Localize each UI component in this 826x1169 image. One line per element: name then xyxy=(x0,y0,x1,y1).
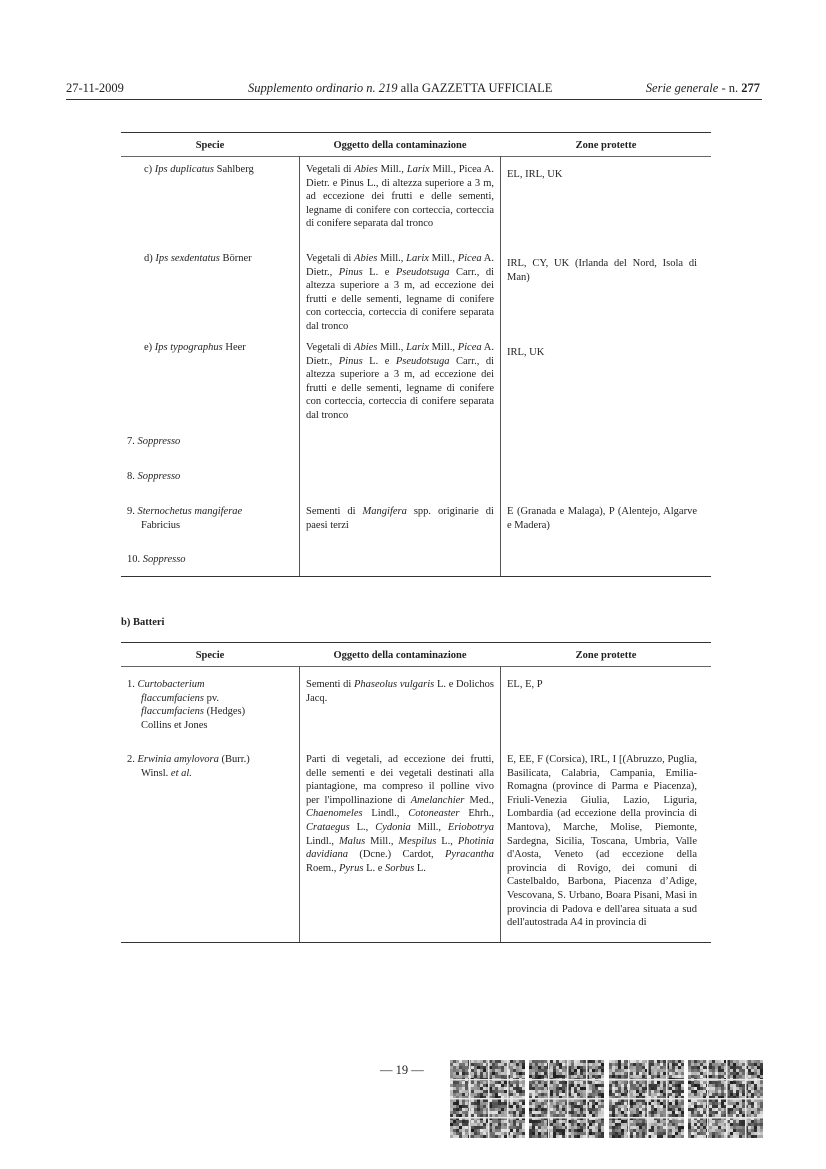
table1-row-d-object: Vegetali di Abies Mill., Larix Mill., Picea A. Dietr., Pinus L. e Pseudotsuga Carr., di altezza superiore a 3 m, ad eccezione dei frutti e delle sementi, legname di conifere con corteccia, corteccia di conifere separata dal tronco xyxy=(306,253,495,332)
table1-header-species: Specie xyxy=(195,140,225,151)
table2-row-1-object: Sementi di Phaseolus vulgaris L. e Dolichos Jacq. xyxy=(306,679,494,704)
header-series-italic: Serie generale xyxy=(645,81,719,95)
table2-header-object: Oggetto della contaminazione xyxy=(333,650,467,661)
table2-col-divider xyxy=(500,666,501,942)
section-title-batteri: b) Batteri xyxy=(121,617,165,628)
table1-row-e-object: Vegetali di Abies Mill., Larix Mill., Picea A. Dietr., Pinus L. e Pseudotsuga Carr., di altezza superiore a 3 m, ad eccezione dei frutti e delle sementi, legname di conifere con corteccia, corteccia di conifere separata dal tronco xyxy=(306,342,495,421)
table1-row-9-zones: E (Granada e Malaga), P (Alentejo, Algarve e Madera) xyxy=(507,506,697,531)
header-series xyxy=(646,80,760,96)
table1-row-c-species: c) Ips duplicatus Sahlberg xyxy=(144,164,254,175)
header-title-rest: alla GAZZETTA UFFICIALE xyxy=(397,81,553,95)
table2-top-rule xyxy=(121,642,711,643)
table1-row-d-species: d) Ips sexdentatus Börner xyxy=(144,253,252,264)
table2-row-1-species: 1. Curtobacterium flaccumfaciens pv. flaccumfaciens (Hedges) Collins et Jones xyxy=(127,679,246,731)
page-number: — 19 — xyxy=(380,1063,424,1077)
table1-row-8-species: 8. Soppresso xyxy=(127,471,181,482)
header-series-rest: - n. xyxy=(718,81,742,95)
table1-row-e-species: e) Ips typographus Heer xyxy=(144,342,246,353)
table1-row-d-zones: IRL, CY, UK (Irlanda del Nord, Isola di Man) xyxy=(507,258,697,283)
security-pattern-block xyxy=(688,1060,763,1138)
security-pattern-block xyxy=(529,1060,604,1138)
table1-header-rule xyxy=(121,156,711,157)
header-series-number: 277 xyxy=(741,81,760,95)
table1-top-rule xyxy=(121,132,711,133)
header-title xyxy=(248,80,552,96)
table1-row-7-species: 7. Soppresso xyxy=(127,436,181,447)
table1-header-zones: Zone protette xyxy=(575,140,637,151)
table1-row-c-object: Vegetali di Abies Mill., Larix Mill., Picea A. Dietr. e Pinus L., di altezza superiore a 3 m, ad eccezione dei frutti e delle sementi, legname di conifere con corteccia, corteccia di conifere separata dal tronco xyxy=(306,164,494,230)
table2-row-2-species: 2. Erwinia amylovora (Burr.) Winsl. et al. xyxy=(127,754,250,779)
header-date: 27-11-2009 xyxy=(66,81,124,95)
security-pattern-block xyxy=(609,1060,684,1138)
table2-row-2-object: Parti di vegetali, ad eccezione dei frutti, delle sementi e dei vegetali destinati alla piantagione, ma compreso il polline vivo per l'impollinazione di Amelanchier Med., Chaenomeles Lindl., Cotoneaster Ehrh., Crataegus L., Cydonia Mill., Eriobotrya Lindl., Malus Mill., Mespilus L., Photinia davidiana (Dcne.) Cardot, Pyracantha Roem., Pyrus L. e Sorbus L. xyxy=(306,754,495,874)
table1-header-object: Oggetto della contaminazione xyxy=(333,140,467,151)
security-pattern-block xyxy=(450,1060,525,1138)
table2-header-zones: Zone protette xyxy=(575,650,637,661)
table1-row-e-zones: IRL, UK xyxy=(507,347,545,358)
table2-bottom-rule xyxy=(121,942,711,943)
table1-row-9-object: Sementi di Mangifera spp. originarie di paesi terzi xyxy=(306,506,494,531)
table1-col-divider xyxy=(299,156,300,576)
table2-row-1-zones: EL, E, P xyxy=(507,679,543,690)
table1-bottom-rule xyxy=(121,576,711,577)
header-rule xyxy=(66,99,762,100)
table1-row-9-species: 9. Sternochetus mangiferae Fabricius xyxy=(127,506,243,531)
table2-col-divider xyxy=(299,666,300,942)
table2-header-rule xyxy=(121,666,711,667)
table1-row-10-species: 10. Soppresso xyxy=(127,554,186,565)
header-title-italic: Supplemento ordinario n. 219 xyxy=(248,81,398,95)
table2-header-species: Specie xyxy=(195,650,225,661)
table1-col-divider xyxy=(500,156,501,576)
table1-row-c-zones: EL, IRL, UK xyxy=(507,169,563,180)
table2-row-2-zones: E, EE, F (Corsica), IRL, I [(Abruzzo, Puglia, Basilicata, Calabria, Campania, Emilia-Romagna (province di Parma e Piacenza), Friuli-Venezia Giulia, Lazio, Liguria, Lombardia (ad eccezione della provincia di Mantova), Marche, Molise, Piemonte, Sardegna, Sicilia, Toscana, Umbria, Valle d'Aosta, Veneto (ad eccezione della provincia di Rovigo, dei comuni di Castelbaldo, Barbona, Piacenza d’Adige, Vescovana, S. Urbano, Boara Pisani, Masi in provincia di Padova e dell'area situata a sud dell'autostrada A4 in provincia di xyxy=(507,754,697,929)
